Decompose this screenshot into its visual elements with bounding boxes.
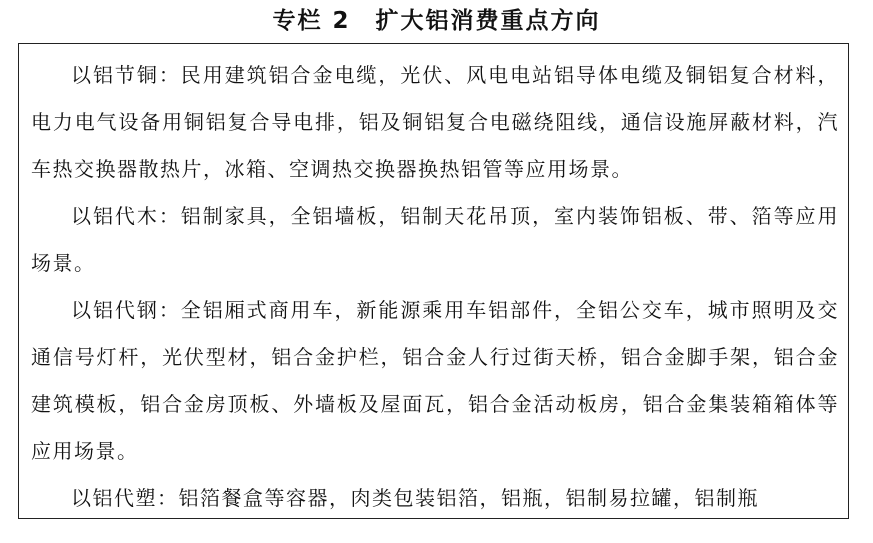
sidebar-box [18, 43, 849, 519]
paragraph-wood-substitution: 以铝代木：铝制家具，全铝墙板，铝制天花吊顶，室内装饰铝板、带、箔等应用场景。 [31, 204, 839, 275]
page-title: 专栏 2 扩大铝消费重点方向 [272, 8, 601, 34]
box-content [31, 52, 839, 519]
paragraph-copper-substitution: 以铝节铜：民用建筑铝合金电缆，光伏、风电电站铝导体电缆及铜铝复合材料，电力电气设备用铜铝复合导电排，铝及铜铝复合电磁绕阻线，通信设施屏蔽材料，汽车热交换器散热片，冰箱、空调热交换器换热铝管等应用场景。 [31, 63, 839, 181]
paragraph-plastic-substitution: 以铝代塑：铝箔餐盒等容器，肉类包装铝箔，铝瓶，铝制易拉罐，铝制瓶 [71, 486, 759, 510]
paragraph-steel-substitution: 以铝代钢：全铝厢式商用车，新能源乘用车铝部件，全铝公交车，城市照明及交通信号灯杆，光伏型材，铝合金护栏，铝合金人行过街天桥，铝合金脚手架，铝合金建筑模板，铝合金房顶板、外墙板及屋面瓦，铝合金活动板房，铝合金集装箱箱体等应用场景。 [31, 298, 839, 463]
